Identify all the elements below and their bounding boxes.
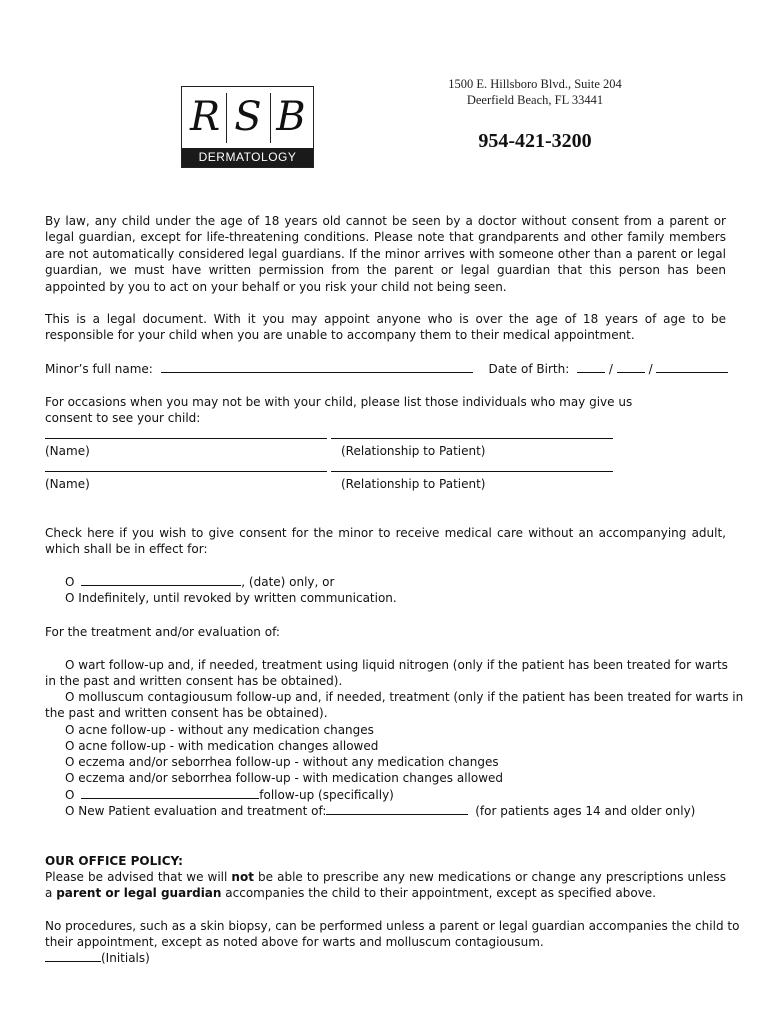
consent-paragraph: Check here if you wish to give consent for the minor to receive medical care without an accompanying adult, which shall be in effect for:	[45, 526, 726, 557]
treatment-heading: For the treatment and/or evaluation of:	[45, 625, 280, 639]
treatment-eczema-no-change[interactable]: O eczema and/or seborrhea follow-up - without any medication changes	[65, 755, 499, 769]
dob-month-field[interactable]	[577, 361, 605, 373]
initials-row	[45, 950, 150, 966]
policy-paragraph-1	[45, 869, 726, 902]
policy-p1-text-a: Please be advised that we will	[45, 870, 232, 884]
treatment-specific[interactable]	[65, 787, 394, 803]
authorized-relationship-2-label: (Relationship to Patient)	[341, 477, 486, 491]
authorized-relationship-2-field[interactable]	[331, 471, 613, 472]
consent-date-field[interactable]	[81, 574, 241, 586]
phone-number: 954-421-3200	[478, 130, 592, 152]
treatment-molluscum-line-2: the past and written consent has be obtained).	[45, 706, 328, 720]
logo-letter-s: S	[234, 94, 262, 140]
authorized-name-1-label: (Name)	[45, 444, 90, 458]
minor-name-row	[45, 361, 728, 377]
consent-option-indefinite[interactable]: O Indefinitely, until revoked by written communication.	[65, 591, 397, 605]
logo-dermatology-band: DERMATOLOGY	[182, 148, 313, 167]
minor-name-field[interactable]	[161, 361, 473, 373]
treatment-acne-change[interactable]: O acne follow-up - with medication changes allowed	[65, 739, 379, 753]
treatment-molluscum-line-1[interactable]: O molluscum contagiousum follow-up and, if needed, treatment (only if the patient has been treated for warts in	[65, 690, 744, 704]
treatment-new-patient-label: O New Patient evaluation and treatment of:	[65, 804, 327, 818]
policy-paragraph-2-line-1: No procedures, such as a skin biopsy, can be performed unless a parent or legal guardian accompanies the child to	[45, 919, 740, 933]
treatment-acne-no-change[interactable]: O acne follow-up - without any medication changes	[65, 723, 374, 737]
consent-date-checkbox[interactable]: O	[65, 575, 75, 589]
treatment-eczema-change[interactable]: O eczema and/or seborrhea follow-up - with medication changes allowed	[65, 771, 504, 785]
authorized-instruction-line-2: consent to see your child:	[45, 411, 201, 425]
treatment-wart-line-2: in the past and written consent has be obtained).	[45, 674, 343, 688]
initials-label: (Initials)	[101, 951, 150, 965]
consent-date-suffix: , (date) only, or	[241, 575, 335, 589]
logo-divider	[226, 93, 227, 143]
authorized-relationship-1-label: (Relationship to Patient)	[341, 444, 486, 458]
treatment-specific-checkbox[interactable]: O	[65, 788, 75, 802]
authorized-name-2-field[interactable]	[45, 471, 327, 472]
policy-p1-guardian: parent or legal guardian	[56, 886, 222, 901]
authorized-instruction-line-1: For occasions when you may not be with your child, please list those individuals who may give us	[45, 395, 633, 409]
policy-paragraph-2-line-2: their appointment, except as noted above for warts and molluscum contagiousum.	[45, 935, 544, 949]
dob-day-field[interactable]	[617, 361, 645, 373]
dob-year-field[interactable]	[656, 361, 728, 373]
dob-label: Date of Birth:	[488, 362, 570, 376]
treatment-new-patient[interactable]	[65, 803, 695, 819]
treatment-wart-line-1[interactable]: O wart follow-up and, if needed, treatment using liquid nitrogen (only if the patient has been treated for warts	[65, 658, 728, 672]
address-line-2: Deerfield Beach, FL 33441	[466, 93, 604, 107]
policy-p1-not: not	[231, 870, 254, 884]
dob-slash: /	[648, 362, 653, 376]
policy-heading: OUR OFFICE POLICY:	[45, 854, 183, 868]
logo-letters	[182, 87, 312, 147]
address-line-1: 1500 E. Hillsboro Blvd., Suite 204	[448, 77, 622, 91]
intro-paragraph-1: By law, any child under the age of 18 years old cannot be seen by a doctor without consent from a parent or legal guardian, except for life-threatening conditions. Please note that grandparents and other family members are not automatically considered legal guardians. If the minor arrives with someone other than a parent or legal guardian, we must have written permission from the parent or legal guardian that this person has been appointed by you to act on your behalf or you risk your child not being seen.	[45, 214, 726, 294]
treatment-specific-field[interactable]	[81, 787, 259, 799]
rsb-logo	[181, 86, 314, 168]
policy-p1-text-c: accompanies the child to their appointment, except as specified above.	[221, 886, 657, 901]
treatment-new-patient-field[interactable]	[326, 803, 468, 815]
policy-p1-text-b: be able to prescribe any new medications or change any prescriptions unless a	[45, 870, 726, 901]
logo-letter-r: R	[189, 94, 221, 140]
intro-paragraph-2: This is a legal document. With it you may appoint anyone who is over the age of 18 years of age to be responsible for your child when you are unable to accompany them to their medical appointment.	[45, 312, 726, 343]
authorized-name-1-field[interactable]	[45, 438, 327, 439]
treatment-specific-suffix: follow-up (specifically)	[259, 788, 394, 802]
authorized-relationship-1-field[interactable]	[331, 438, 613, 439]
authorized-name-2-label: (Name)	[45, 477, 90, 491]
initials-field[interactable]	[45, 950, 101, 962]
logo-letter-b: B	[276, 94, 306, 140]
minor-name-label: Minor’s full name:	[45, 362, 153, 376]
dob-slash: /	[608, 362, 613, 376]
consent-option-date[interactable]	[65, 574, 334, 590]
treatment-new-patient-suffix: (for patients ages 14 and older only)	[475, 804, 696, 818]
